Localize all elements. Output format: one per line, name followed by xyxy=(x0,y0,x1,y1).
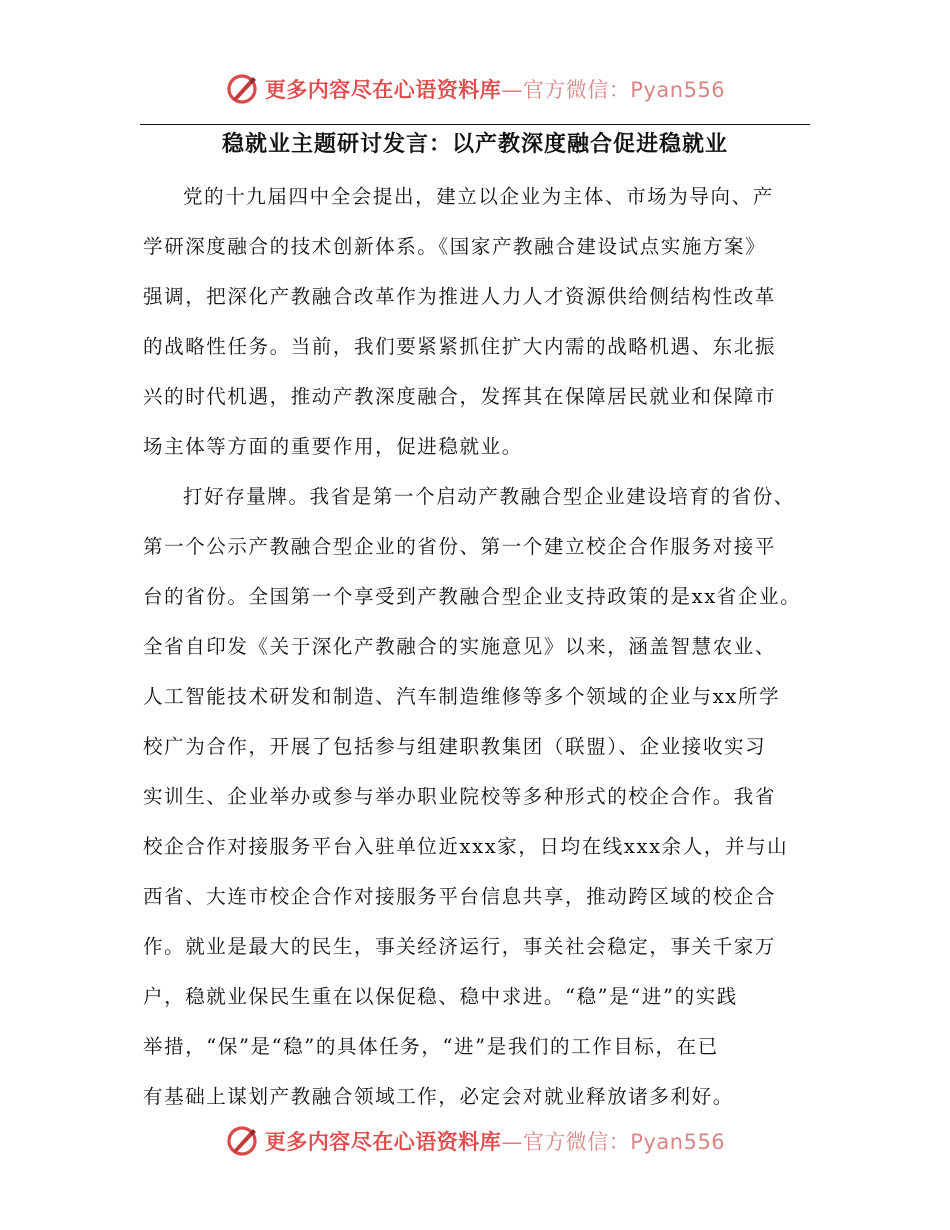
text-line: 第一个公示产教融合型企业的省份、第一个建立校企合作服务对接平 xyxy=(143,535,777,558)
header-divider xyxy=(140,124,810,125)
text-line: 校广为合作，开展了包括参与组建职教集团（联盟）、企业接收实习 xyxy=(143,735,767,758)
text-line: 校企合作对接服务平台入驻单位近xxx家，日均在线xxx余人，并与山 xyxy=(143,835,789,858)
header-watermark xyxy=(0,66,950,112)
document-body xyxy=(143,176,813,1126)
text-line: 户，稳就业保民生重在以保促稳、稳中求进。“稳”是“进”的实践 xyxy=(143,985,738,1008)
pen-logo-icon xyxy=(225,72,259,106)
text-line: 举措，“保”是“稳”的具体任务，“进”是我们的工作目标，在已 xyxy=(143,1035,719,1058)
text-line: 党的十九届四中全会提出，建立以企业为主体、市场为导向、产 xyxy=(183,185,774,208)
text-line: 作。就业是最大的民生，事关经济运行，事关社会稳定，事关千家万 xyxy=(143,935,777,958)
text-line: 强调，把深化产教融合改革作为推进人力人才资源供给侧结构性改革 xyxy=(143,285,777,308)
text-line: 有基础上谋划产教融合领域工作，必定会对就业释放诸多利好。 xyxy=(143,1085,734,1108)
text-line: 实训生、企业举办或参与举办职业院校等多种形式的校企合作。我省 xyxy=(143,785,777,808)
text-line: 场主体等方面的重要作用，促进稳就业。 xyxy=(143,435,523,458)
pen-logo-icon xyxy=(225,1124,259,1158)
watermark-text: 更多内容尽在心语资料库—官方微信：Pyan556 xyxy=(264,1130,726,1154)
text-line: 学研深度融合的技术创新体系。《国家产教融合建设试点实施方案》 xyxy=(143,235,767,258)
text-line: 的战略性任务。当前，我们要紧紧抓住扩大内需的战略机遇、东北振 xyxy=(143,335,777,358)
watermark-text: 更多内容尽在心语资料库—官方微信：Pyan556 xyxy=(264,78,726,102)
text-line: 打好存量牌。我省是第一个启动产教融合型企业建设培育的省份、 xyxy=(183,485,795,508)
footer-watermark xyxy=(0,1118,950,1164)
text-line: 兴的时代机遇，推动产教深度融合，发挥其在保障居民就业和保障市 xyxy=(143,385,777,408)
text-line: 全省自印发《关于深化产教融合的实施意见》以来，涵盖智慧农业、 xyxy=(143,635,777,658)
document-title: 稳就业主题研讨发言：以产教深度融合促进稳就业 xyxy=(221,132,728,157)
text-line: 人工智能技术研发和制造、汽车制造维修等多个领域的企业与xx所学 xyxy=(143,685,781,708)
text-line: 台的省份。全国第一个享受到产教融合型企业支持政策的是xx省企业。 xyxy=(143,585,802,608)
text-line: 西省、大连市校企合作对接服务平台信息共享，推动跨区域的校企合 xyxy=(143,885,777,908)
